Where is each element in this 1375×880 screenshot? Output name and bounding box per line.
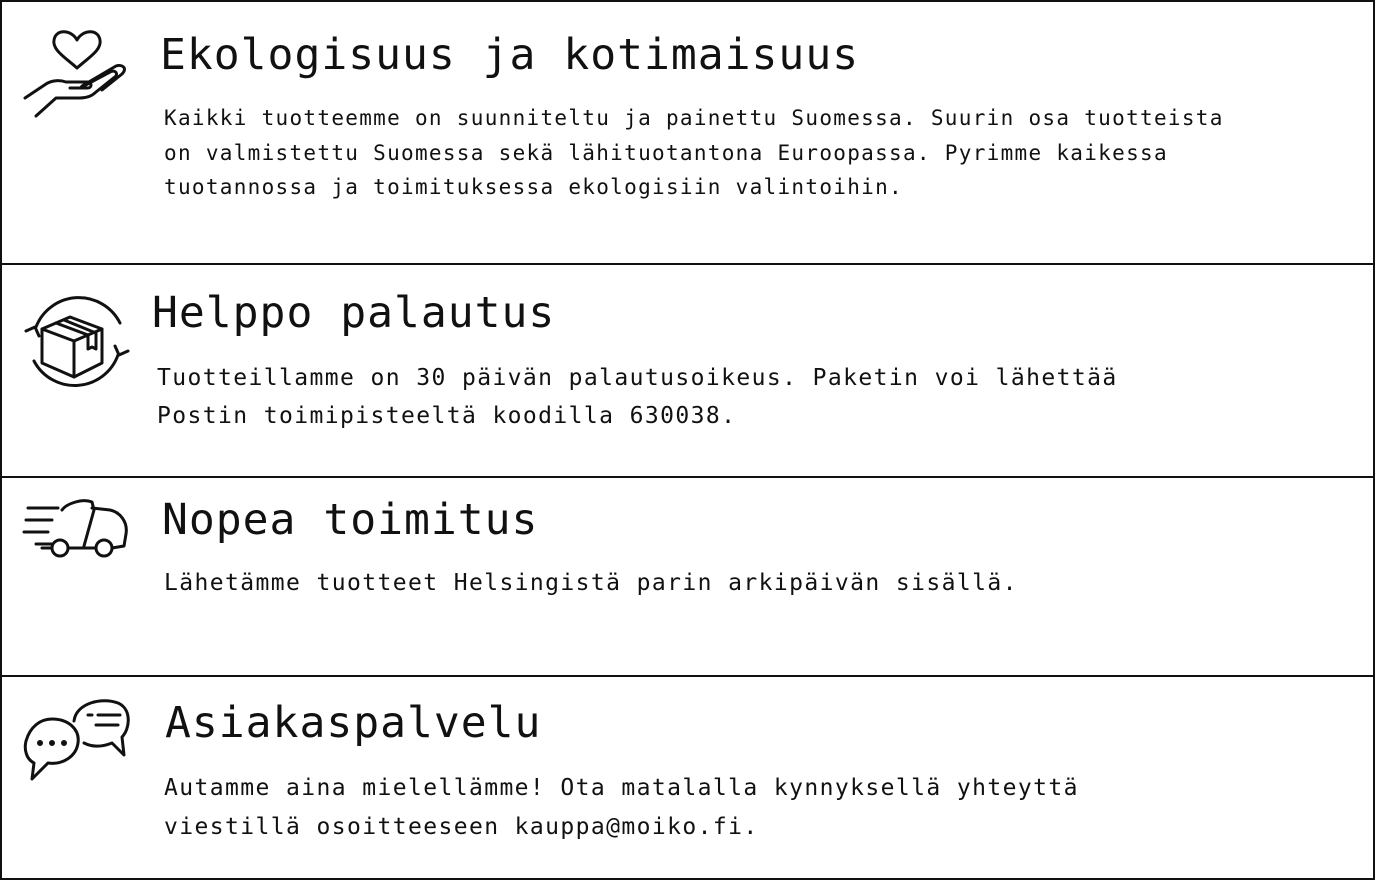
feature-description-line: Tuotteillamme on 30 päivän palautusoikeus. Paketin voi lähettää <box>157 365 1118 391</box>
feature-description-line: Postin toimipisteeltä koodilla 630038. <box>157 403 737 429</box>
chat-bubbles-icon <box>22 693 132 793</box>
feature-description-line: on valmistettu Suomessa sekä lähituotantona Euroopassa. Pyrimme kaikessa <box>164 140 1168 165</box>
feature-description <box>157 359 1118 435</box>
feature-customer-service <box>0 675 1375 880</box>
feature-description <box>164 769 1079 847</box>
feature-title: Asiakaspalvelu <box>165 698 542 748</box>
feature-description-line: tuotannossa ja toimituksessa ekologisiin valintoihin. <box>164 175 903 199</box>
feature-delivery <box>0 476 1375 677</box>
delivery-truck-icon <box>22 490 132 590</box>
feature-description <box>164 566 1018 601</box>
feature-description-line: viestillä osoitteeseen kauppa@moiko.fi. <box>164 814 759 840</box>
return-box-icon <box>22 291 132 391</box>
feature-returns <box>0 263 1375 478</box>
heart-hand-icon <box>22 20 132 120</box>
feature-title: Ekologisuus ja kotimaisuus <box>160 30 860 80</box>
feature-ecology <box>0 0 1375 265</box>
feature-title: Helppo palautus <box>152 288 556 338</box>
feature-description-line: Autamme aina mielellämme! Ota matalalla kynnyksellä yhteyttä <box>164 775 1079 801</box>
feature-title: Nopea toimitus <box>162 495 539 545</box>
feature-description <box>164 101 1224 205</box>
feature-description-line: Kaikki tuotteemme on suunniteltu ja painettu Suomessa. Suurin osa tuotteista <box>164 106 1224 130</box>
feature-description-line: Lähetämme tuotteet Helsingistä parin arkipäivän sisällä. <box>164 570 1018 596</box>
